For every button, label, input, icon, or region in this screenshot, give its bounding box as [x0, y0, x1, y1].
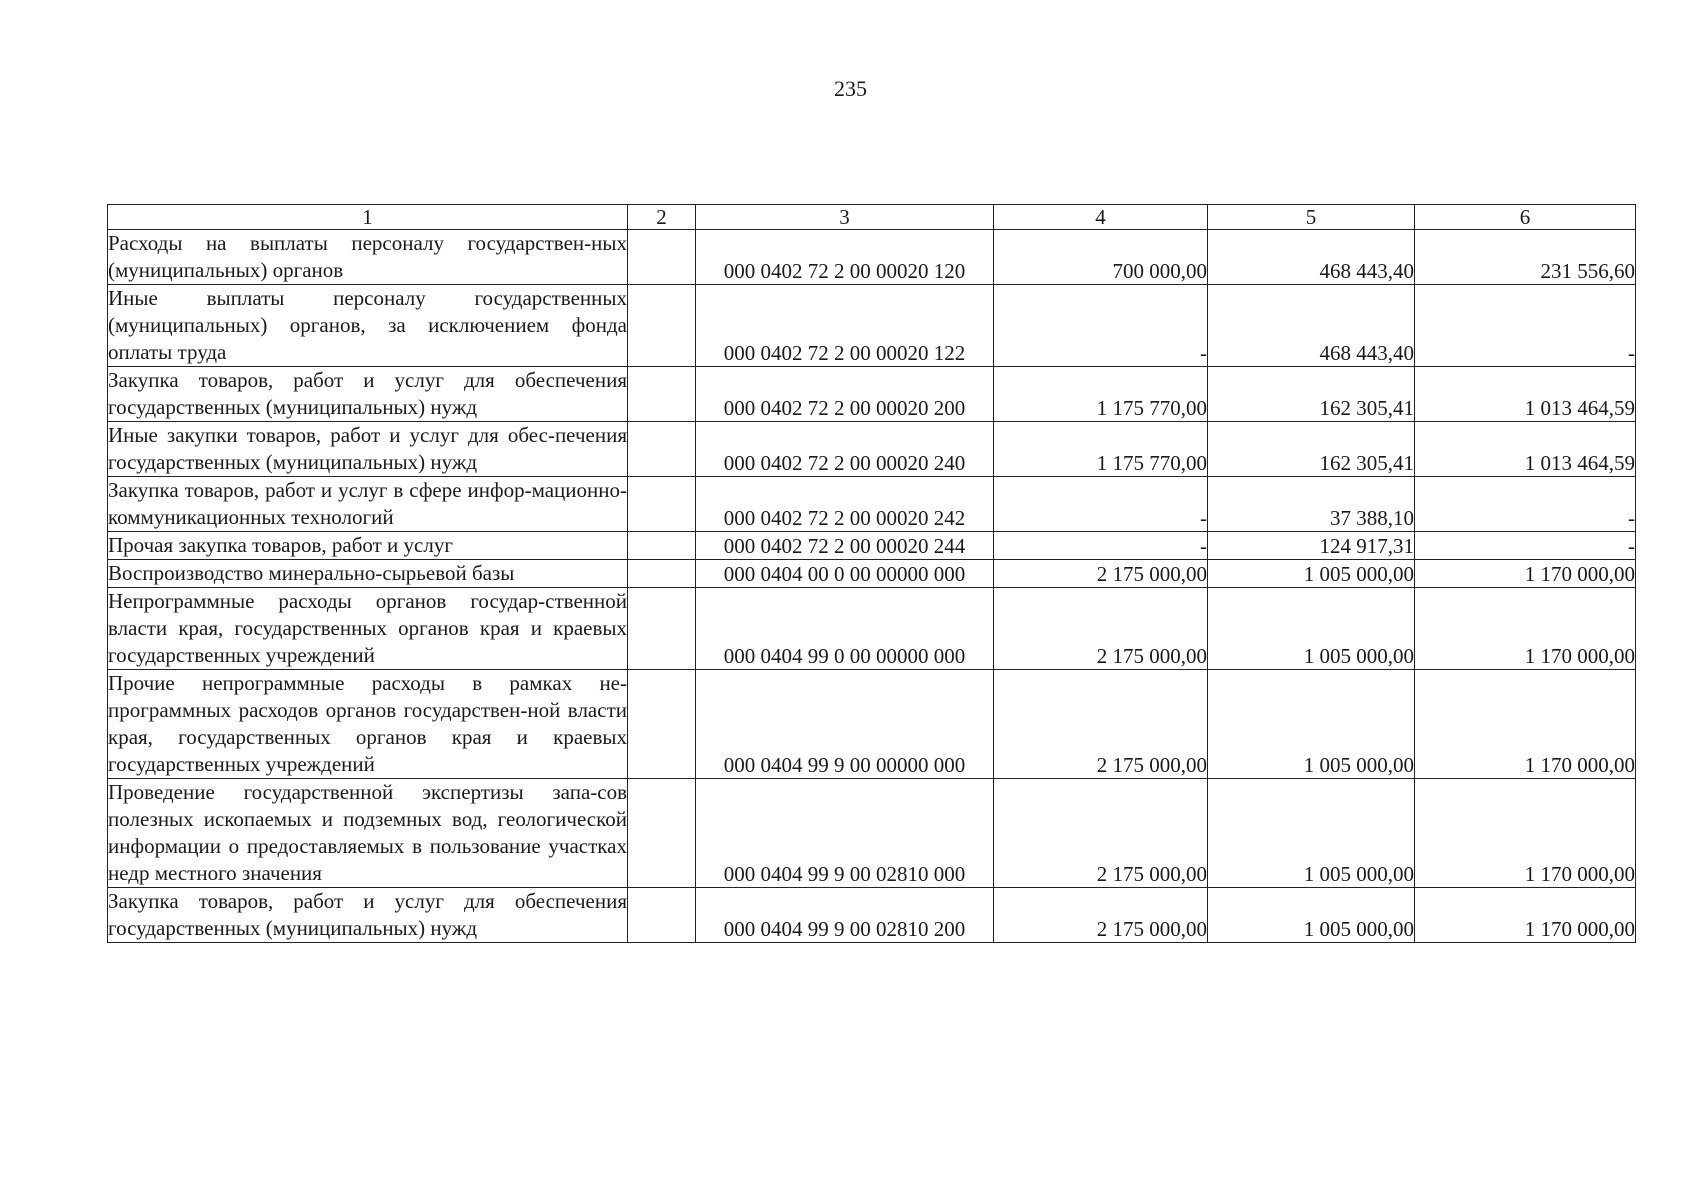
- row-col4: -: [994, 532, 1208, 560]
- table-row: [108, 670, 1636, 779]
- table-row: [108, 285, 1636, 367]
- row-col6: 1 013 464,59: [1415, 367, 1636, 422]
- table-row: [108, 532, 1636, 560]
- row-col6: -: [1415, 532, 1636, 560]
- table-row: [108, 230, 1636, 285]
- row-name: Закупка товаров, работ и услуг для обеспечения государственных (муниципальных) нужд: [108, 888, 628, 943]
- row-col5: 1 005 000,00: [1208, 560, 1415, 588]
- row-col6: 1 170 000,00: [1415, 779, 1636, 888]
- row-code: 000 0402 72 2 00 00020 122: [696, 285, 994, 367]
- row-col2: [628, 367, 696, 422]
- row-col5: 37 388,10: [1208, 477, 1415, 532]
- row-col5: 1 005 000,00: [1208, 588, 1415, 670]
- row-col4: 700 000,00: [994, 230, 1208, 285]
- row-col2: [628, 888, 696, 943]
- row-name: Иные выплаты персоналу государственных (муниципальных) органов, за исключением фонда оплаты труда: [108, 285, 628, 367]
- row-code: 000 0402 72 2 00 00020 120: [696, 230, 994, 285]
- column-header: 4: [994, 205, 1208, 230]
- row-col5: 1 005 000,00: [1208, 670, 1415, 779]
- row-col2: [628, 560, 696, 588]
- row-name: Непрограммные расходы органов государ-ственной власти края, государственных органов края и краевых государственных учреждений: [108, 588, 628, 670]
- row-name: Закупка товаров, работ и услуг в сфере инфор-мационно-коммуникационных технологий: [108, 477, 628, 532]
- row-code: 000 0402 72 2 00 00020 240: [696, 422, 994, 477]
- row-col5: 1 005 000,00: [1208, 779, 1415, 888]
- row-code: 000 0402 72 2 00 00020 200: [696, 367, 994, 422]
- row-code: 000 0404 99 9 00 02810 200: [696, 888, 994, 943]
- row-col5: 468 443,40: [1208, 230, 1415, 285]
- row-col2: [628, 285, 696, 367]
- row-name: Проведение государственной экспертизы запа-сов полезных ископаемых и подземных вод, геологической информации о предоставляемых в пользование участках недр местного значения: [108, 779, 628, 888]
- row-name: Закупка товаров, работ и услуг для обеспечения государственных (муниципальных) нужд: [108, 367, 628, 422]
- column-header: 3: [696, 205, 994, 230]
- row-col6: 1 170 000,00: [1415, 670, 1636, 779]
- page-number: 235: [834, 76, 867, 101]
- row-code: 000 0404 00 0 00 00000 000: [696, 560, 994, 588]
- row-col4: 2 175 000,00: [994, 560, 1208, 588]
- row-col4: -: [994, 477, 1208, 532]
- column-header: 2: [628, 205, 696, 230]
- row-code: 000 0404 99 0 00 00000 000: [696, 588, 994, 670]
- table-row: [108, 588, 1636, 670]
- row-code: 000 0402 72 2 00 00020 244: [696, 532, 994, 560]
- column-header: 6: [1415, 205, 1636, 230]
- table-row: [108, 560, 1636, 588]
- row-col6: 1 170 000,00: [1415, 588, 1636, 670]
- header-row: [108, 205, 1636, 230]
- row-col5: 162 305,41: [1208, 367, 1415, 422]
- row-col5: 162 305,41: [1208, 422, 1415, 477]
- row-col2: [628, 230, 696, 285]
- row-code: 000 0404 99 9 00 00000 000: [696, 670, 994, 779]
- column-header: 5: [1208, 205, 1415, 230]
- row-name: Иные закупки товаров, работ и услуг для обес-печения государственных (муниципальных) нужд: [108, 422, 628, 477]
- row-col2: [628, 422, 696, 477]
- table-row: [108, 779, 1636, 888]
- row-code: 000 0402 72 2 00 00020 242: [696, 477, 994, 532]
- row-col2: [628, 670, 696, 779]
- row-col4: 2 175 000,00: [994, 779, 1208, 888]
- row-col6: 1 170 000,00: [1415, 888, 1636, 943]
- row-col2: [628, 588, 696, 670]
- row-col6: 1 013 464,59: [1415, 422, 1636, 477]
- row-col6: 231 556,60: [1415, 230, 1636, 285]
- row-col4: 2 175 000,00: [994, 888, 1208, 943]
- row-col5: 124 917,31: [1208, 532, 1415, 560]
- table-row: [108, 422, 1636, 477]
- row-col6: -: [1415, 477, 1636, 532]
- row-col4: -: [994, 285, 1208, 367]
- row-col5: 468 443,40: [1208, 285, 1415, 367]
- column-header: 1: [108, 205, 628, 230]
- row-col5: 1 005 000,00: [1208, 888, 1415, 943]
- row-col4: 2 175 000,00: [994, 588, 1208, 670]
- row-name: Воспроизводство минерально-сырьевой базы: [108, 560, 628, 588]
- row-col4: 2 175 000,00: [994, 670, 1208, 779]
- budget-table: [107, 204, 1636, 943]
- row-name: Прочая закупка товаров, работ и услуг: [108, 532, 628, 560]
- row-col4: 1 175 770,00: [994, 422, 1208, 477]
- row-col2: [628, 532, 696, 560]
- table-row: [108, 367, 1636, 422]
- row-col4: 1 175 770,00: [994, 367, 1208, 422]
- row-col6: -: [1415, 285, 1636, 367]
- row-col2: [628, 779, 696, 888]
- row-name: Прочие непрограммные расходы в рамках не-программных расходов органов государствен-ной власти края, государственных органов края и краевых государственных учреждений: [108, 670, 628, 779]
- table-row: [108, 477, 1636, 532]
- table-row: [108, 888, 1636, 943]
- row-col2: [628, 477, 696, 532]
- row-name: Расходы на выплаты персоналу государствен-ных (муниципальных) органов: [108, 230, 628, 285]
- row-col6: 1 170 000,00: [1415, 560, 1636, 588]
- row-code: 000 0404 99 9 00 02810 000: [696, 779, 994, 888]
